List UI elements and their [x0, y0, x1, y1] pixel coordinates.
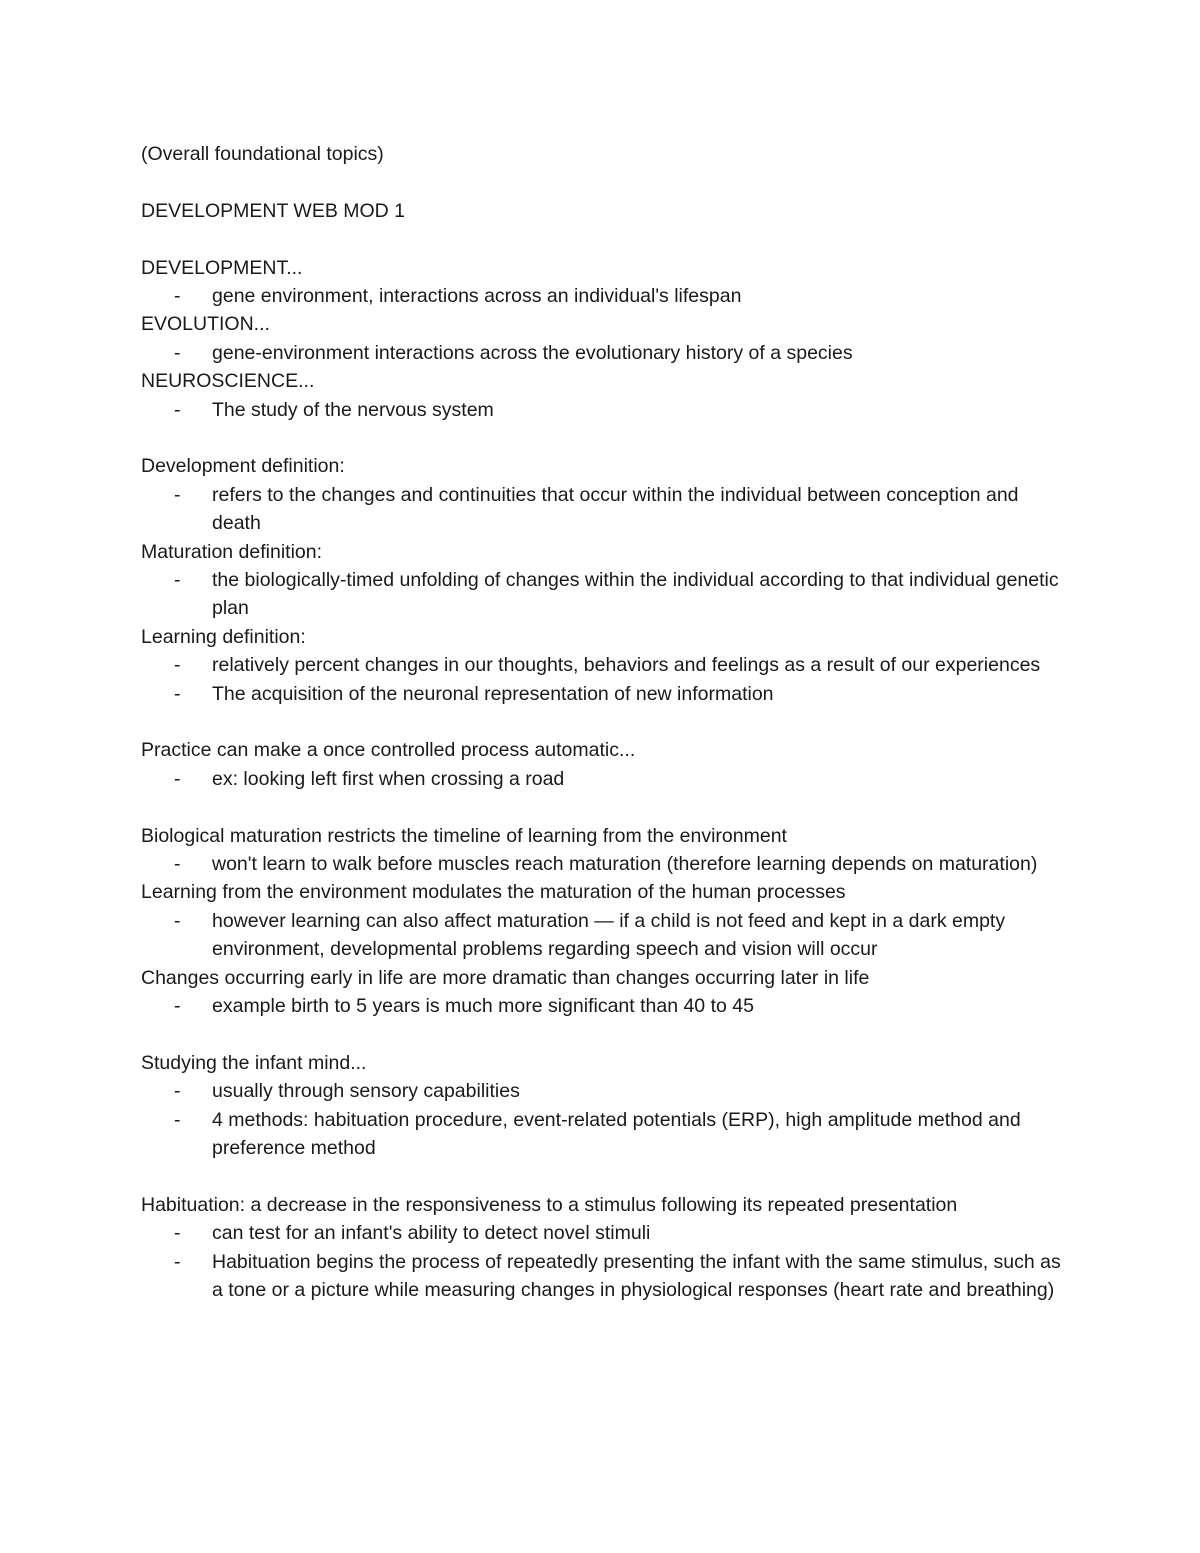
document-title: DEVELOPMENT WEB MOD 1	[141, 199, 406, 222]
bullet-item	[141, 396, 1061, 424]
bullet-text: The study of the nervous system	[212, 398, 494, 421]
spacer	[141, 168, 1061, 196]
bullet-text: The acquisition of the neuronal representation of new information	[212, 682, 774, 705]
bullet-item	[141, 1077, 1061, 1105]
bullet-item	[141, 907, 1061, 964]
dash-bullet-icon: -	[174, 483, 181, 506]
spacer	[141, 1021, 1061, 1049]
dash-bullet-icon: -	[174, 285, 181, 307]
spacer	[141, 424, 1061, 452]
dash-bullet-icon: -	[174, 654, 181, 677]
bullet-text: refers to the changes and continuities that occur within the individual between conception and death	[212, 483, 1019, 535]
bullet-text: however learning can also affect maturation — if a child is not feed and kept in a dark empty environment, developmental problems regarding speech and vision will occur	[212, 909, 1006, 961]
dash-bullet-icon: -	[174, 1250, 181, 1273]
section-heading: Practice can make a once controlled process automatic...	[141, 739, 636, 762]
section-heading: DEVELOPMENT...	[141, 256, 303, 279]
intro-line: (Overall foundational topics)	[141, 143, 384, 165]
bullet-item	[141, 339, 1061, 367]
bullet-item	[141, 1248, 1061, 1305]
bullet-item	[141, 651, 1061, 679]
section-heading: Learning definition:	[141, 625, 306, 648]
dash-bullet-icon: -	[174, 1108, 181, 1131]
dash-bullet-icon: -	[174, 682, 181, 705]
section-heading: Maturation definition:	[141, 540, 323, 563]
bullet-item	[141, 1106, 1061, 1163]
bullet-text: the biologically-timed unfolding of changes within the individual according to that individual genetic plan	[212, 569, 1059, 620]
dash-bullet-icon: -	[174, 1080, 181, 1103]
bullet-item	[141, 1219, 1061, 1247]
document-page	[141, 140, 1061, 1305]
section-heading: Habituation: a decrease in the responsiveness to a stimulus following its repeated presentation	[141, 1193, 958, 1216]
section-heading: Changes occurring early in life are more dramatic than changes occurring later in life	[141, 966, 870, 989]
section-heading: EVOLUTION...	[141, 313, 270, 336]
spacer	[141, 708, 1061, 736]
bullet-item	[141, 481, 1061, 538]
bullet-text: won't learn to walk before muscles reach maturation (therefore learning depends on maturation)	[212, 853, 1038, 876]
bullet-item	[141, 765, 1061, 793]
dash-bullet-icon: -	[174, 1222, 181, 1245]
bullet-item	[141, 680, 1061, 708]
bullet-item	[141, 992, 1061, 1020]
bullet-text: usually through sensory capabilities	[212, 1080, 520, 1103]
section-heading: Development definition:	[141, 455, 345, 478]
dash-bullet-icon: -	[174, 853, 181, 876]
bullet-text: ex: looking left first when crossing a road	[212, 767, 565, 790]
dash-bullet-icon: -	[174, 767, 181, 790]
section-heading: Studying the infant mind...	[141, 1051, 367, 1074]
dash-bullet-icon: -	[174, 995, 181, 1018]
section-heading: NEUROSCIENCE...	[141, 370, 315, 393]
spacer	[141, 225, 1061, 253]
bullet-text: can test for an infant's ability to detect novel stimuli	[212, 1222, 651, 1245]
bullet-item	[141, 282, 1061, 310]
spacer	[141, 793, 1061, 821]
bullet-text: gene environment, interactions across an individual's lifespan	[212, 285, 742, 307]
bullet-text: gene-environment interactions across the evolutionary history of a species	[212, 341, 853, 364]
bullet-item	[141, 566, 1061, 623]
section-heading: Learning from the environment modulates the maturation of the human processes	[141, 881, 846, 904]
dash-bullet-icon: -	[174, 398, 181, 421]
dash-bullet-icon: -	[174, 909, 181, 932]
dash-bullet-icon: -	[174, 341, 181, 364]
bullet-text: relatively percent changes in our thoughts, behaviors and feelings as a result of our experiences	[212, 654, 1041, 677]
bullet-text: 4 methods: habituation procedure, event-related potentials (ERP), high amplitude method and preference method	[212, 1108, 1021, 1160]
section-heading: Biological maturation restricts the timeline of learning from the environment	[141, 824, 787, 847]
dash-bullet-icon: -	[174, 569, 181, 592]
bullet-text: example birth to 5 years is much more significant than 40 to 45	[212, 995, 754, 1018]
bullet-text: Habituation begins the process of repeatedly presenting the infant with the same stimulus, such as a tone or a picture while measuring changes in physiological responses (heart rate and breathing)	[212, 1250, 1061, 1302]
bullet-item	[141, 850, 1061, 878]
spacer	[141, 1163, 1061, 1191]
